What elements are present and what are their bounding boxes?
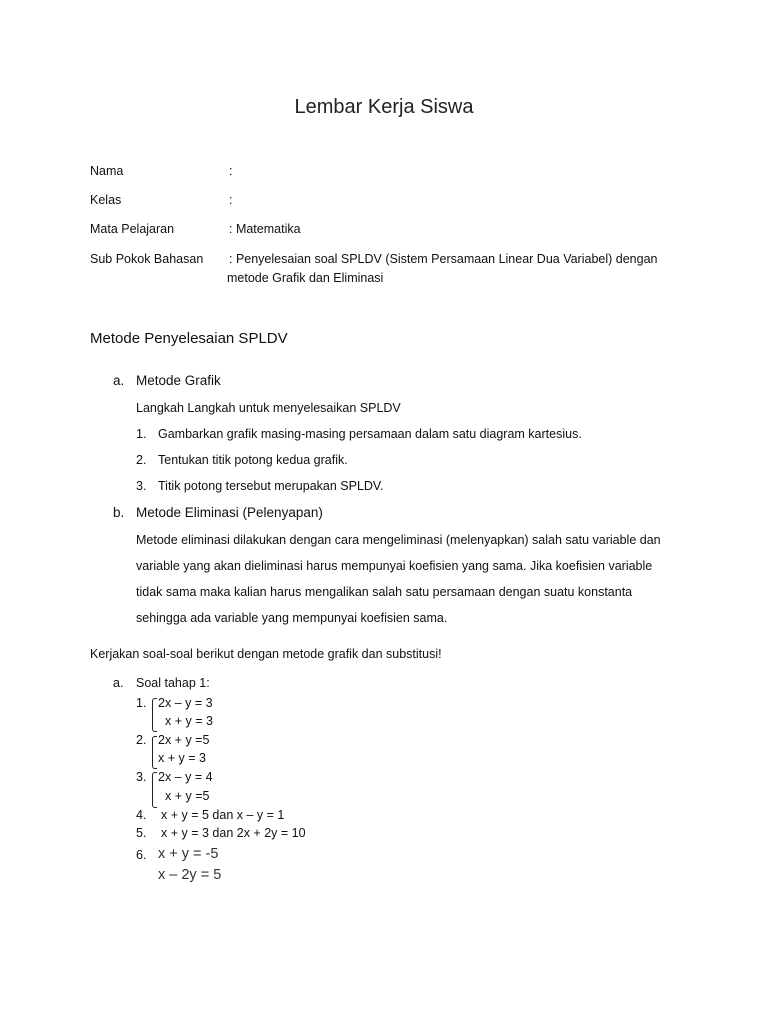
mapel-label: Mata Pelajaran	[90, 222, 175, 236]
system-brace	[152, 772, 157, 808]
section-a-intro: Langkah Langkah untuk menyelesaikan SPLDV	[136, 401, 401, 415]
exercise-a-title: Soal tahap 1:	[136, 676, 210, 690]
nama-label: Nama	[90, 164, 124, 178]
equation: x + y = 3	[158, 751, 206, 765]
mapel-value: : Matematika	[229, 222, 301, 236]
question-number: 2.	[136, 733, 147, 747]
paragraph-line: sehingga ada variable yang mempunyai koefisien sama.	[136, 611, 448, 625]
step-text: Tentukan titik potong kedua grafik.	[158, 453, 348, 467]
step-number: 2.	[136, 453, 147, 467]
paragraph-line: variable yang akan dieliminasi harus mempunyai koefisien yang sama. Jika koefisien variable	[136, 559, 653, 573]
exercise-a-marker: a.	[113, 676, 124, 690]
step-number: 1.	[136, 427, 147, 441]
page-title: Lembar Kerja Siswa	[294, 96, 474, 118]
exercise-instruction: Kerjakan soal-soal berikut dengan metode grafik dan substitusi!	[90, 647, 442, 661]
nama-colon: :	[229, 164, 233, 178]
equation: x – 2y = 5	[158, 867, 222, 883]
section-heading: Metode Penyelesaian SPLDV	[90, 330, 288, 347]
step-text: Titik potong tersebut merupakan SPLDV.	[158, 479, 384, 493]
section-a-marker: a.	[113, 373, 125, 388]
question-number: 3.	[136, 770, 147, 784]
equation: 2x – y = 4	[158, 770, 213, 784]
equation: 2x + y =5	[158, 733, 210, 747]
section-a-title: Metode Grafik	[136, 373, 221, 388]
question-number: 5.	[136, 826, 147, 840]
section-b-marker: b.	[113, 505, 125, 520]
kelas-label: Kelas	[90, 193, 122, 207]
equation: x + y = -5	[158, 846, 219, 862]
question-number: 4.	[136, 808, 147, 822]
equation: x + y = 5 dan x – y = 1	[161, 808, 285, 822]
equation: x + y = 3 dan 2x + 2y = 10	[161, 826, 306, 840]
step-number: 3.	[136, 479, 147, 493]
equation: 2x – y = 3	[158, 696, 213, 710]
system-brace	[152, 736, 157, 769]
subpokok-label: Sub Pokok Bahasan	[90, 252, 204, 266]
equation: x + y = 3	[165, 714, 213, 728]
paragraph-line: Metode eliminasi dilakukan dengan cara mengeliminasi (melenyapkan) salah satu variable dan	[136, 533, 661, 547]
step-text: Gambarkan grafik masing-masing persamaan dalam satu diagram kartesius.	[158, 427, 582, 441]
section-b-title: Metode Eliminasi (Pelenyapan)	[136, 505, 323, 520]
equation: x + y =5	[165, 789, 210, 803]
system-brace	[152, 698, 157, 732]
paragraph-line: tidak sama maka kalian harus mengalikan salah satu persamaan dengan suatu konstanta	[136, 585, 633, 599]
kelas-colon: :	[229, 193, 233, 207]
question-number: 1.	[136, 696, 147, 710]
subpokok-line1: : Penyelesaian soal SPLDV (Sistem Persamaan Linear Dua Variabel) dengan	[229, 252, 658, 266]
question-number: 6.	[136, 848, 147, 862]
subpokok-line2: metode Grafik dan Eliminasi	[227, 271, 384, 285]
